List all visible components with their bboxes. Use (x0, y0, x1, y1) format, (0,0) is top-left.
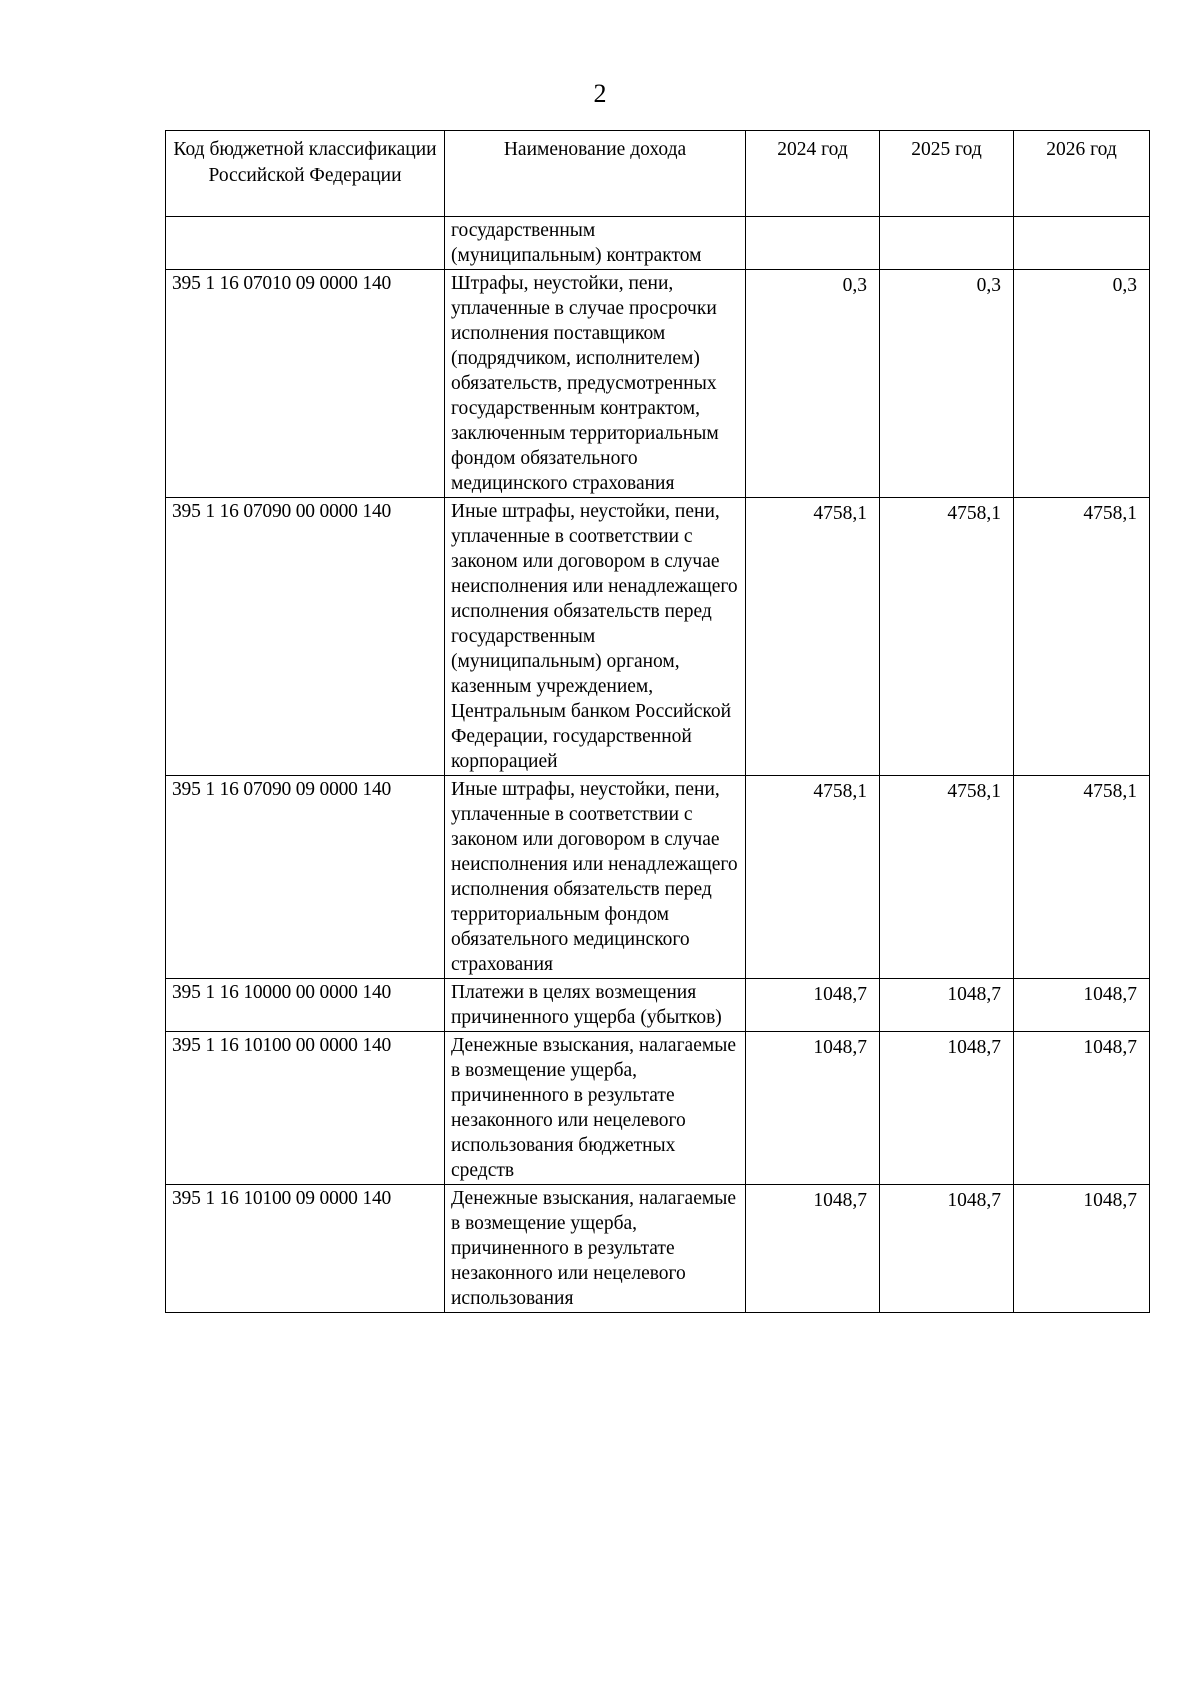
name-cell: Штрафы, неустойки, пени, уплаченные в случае просрочки исполнения поставщиком (подрядчиком, исполнителем) обязательств, предусмотренных государственным контрактом, заключенным территориальным фондом обязательного медицинского страхования (445, 270, 746, 498)
value-2025-cell: 0,3 (880, 270, 1014, 498)
code-cell: 395 1 16 10100 09 0000 140 (166, 1185, 445, 1313)
table-row (166, 776, 1150, 979)
header-code: Код бюджетной классификации Российской Федерации (166, 131, 445, 217)
table-row (166, 1032, 1150, 1185)
value-2026-cell: 1048,7 (1014, 1032, 1150, 1185)
name-cell: Денежные взыскания, налагаемые в возмещение ущерба, причиненного в результате незаконного или нецелевого использования бюджетных средств (445, 1032, 746, 1185)
code-cell: 395 1 16 07090 09 0000 140 (166, 776, 445, 979)
code-cell: 395 1 16 10000 00 0000 140 (166, 979, 445, 1032)
header-2026: 2026 год (1014, 131, 1150, 217)
code-cell: 395 1 16 07010 09 0000 140 (166, 270, 445, 498)
table-header (166, 131, 1150, 217)
header-name: Наименование дохода (445, 131, 746, 217)
value-2026-cell: 1048,7 (1014, 1185, 1150, 1313)
value-2024-cell: 1048,7 (746, 1032, 880, 1185)
name-cell: Платежи в целях возмещения причиненного ущерба (убытков) (445, 979, 746, 1032)
value-2026-cell: 4758,1 (1014, 776, 1150, 979)
value-2026-cell: 1048,7 (1014, 979, 1150, 1032)
table-row (166, 498, 1150, 776)
table-row (166, 979, 1150, 1032)
header-2025: 2025 год (880, 131, 1014, 217)
name-cell: Иные штрафы, неустойки, пени, уплаченные в соответствии с законом или договором в случае неисполнения или ненадлежащего исполнения обязательств перед территориальным фондом обязательного медицинского страхования (445, 776, 746, 979)
table-row (166, 217, 1150, 270)
value-2026-cell: 0,3 (1014, 270, 1150, 498)
income-table (165, 130, 1150, 1313)
value-2025-cell: 4758,1 (880, 776, 1014, 979)
table-row (166, 1185, 1150, 1313)
name-cell: Иные штрафы, неустойки, пени, уплаченные в соответствии с законом или договором в случае неисполнения или ненадлежащего исполнения обязательств перед государственным (муниципальным) органом, казенным учреждением, Центральным банком Российской Федерации, государственной корпорацией (445, 498, 746, 776)
value-2024-cell: 1048,7 (746, 1185, 880, 1313)
header-2024: 2024 год (746, 131, 880, 217)
value-2025-cell (880, 217, 1014, 270)
name-cell: Денежные взыскания, налагаемые в возмещение ущерба, причиненного в результате незаконного или нецелевого использования (445, 1185, 746, 1313)
value-2025-cell: 1048,7 (880, 1032, 1014, 1185)
page-number: 2 (593, 79, 607, 108)
value-2024-cell: 1048,7 (746, 979, 880, 1032)
value-2024-cell: 4758,1 (746, 498, 880, 776)
code-cell: 395 1 16 07090 00 0000 140 (166, 498, 445, 776)
table-row (166, 270, 1150, 498)
code-cell: 395 1 16 10100 00 0000 140 (166, 1032, 445, 1185)
value-2025-cell: 1048,7 (880, 1185, 1014, 1313)
table-body (166, 217, 1150, 1313)
code-cell (166, 217, 445, 270)
header-row (166, 131, 1150, 217)
value-2026-cell (1014, 217, 1150, 270)
value-2024-cell: 0,3 (746, 270, 880, 498)
value-2026-cell: 4758,1 (1014, 498, 1150, 776)
value-2025-cell: 4758,1 (880, 498, 1014, 776)
value-2024-cell: 4758,1 (746, 776, 880, 979)
name-cell: государственным (муниципальным) контрактом (445, 217, 746, 270)
value-2024-cell (746, 217, 880, 270)
value-2025-cell: 1048,7 (880, 979, 1014, 1032)
